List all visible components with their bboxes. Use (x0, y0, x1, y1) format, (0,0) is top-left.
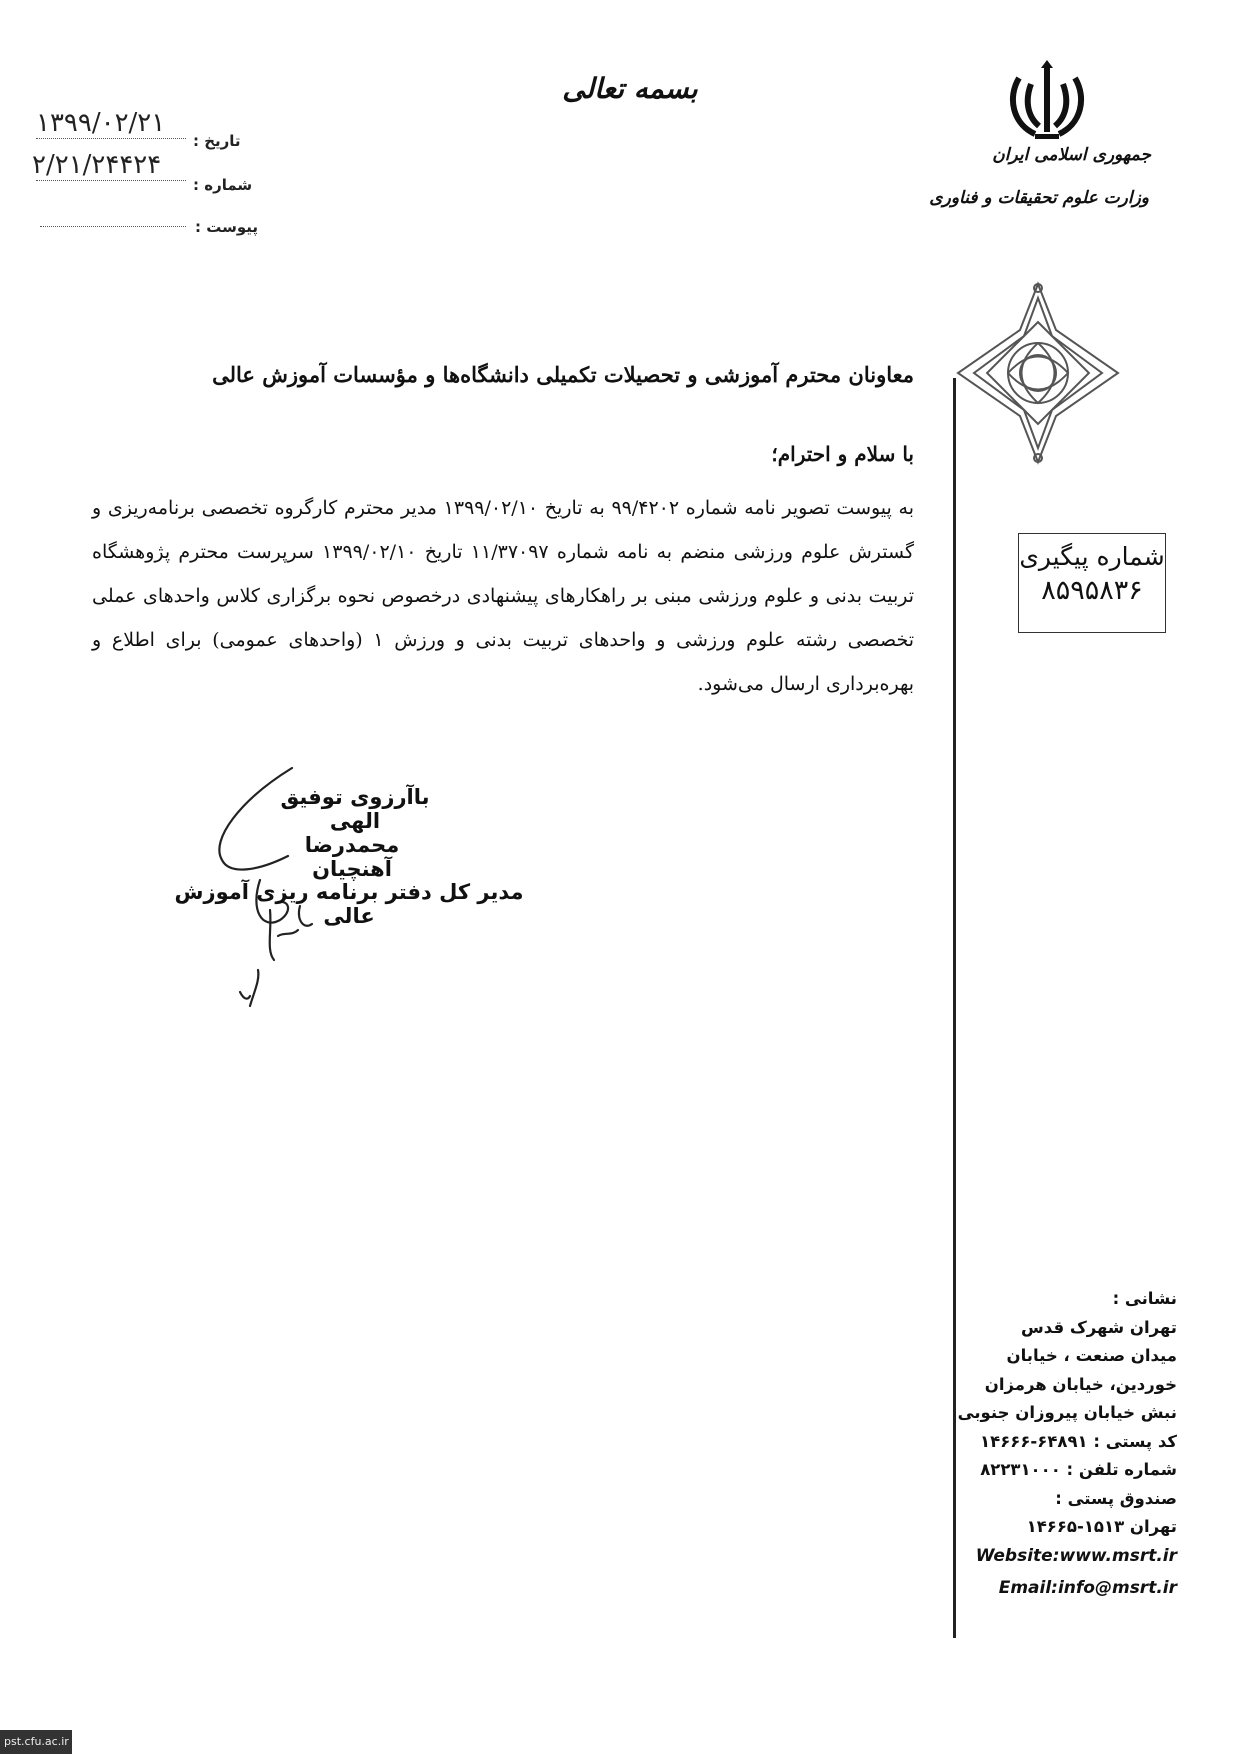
closing-line: باآرزوی توفیق الهی (280, 785, 430, 833)
postal-code: کد پستی : ۶۴۸۹۱-۱۴۶۶۶ (980, 1431, 1177, 1451)
tracking-label: شماره پیگیری (1019, 542, 1165, 571)
email-link[interactable]: Email:info@msrt.ir (998, 1578, 1177, 1598)
po-box-value: تهران ۱۵۱۳-۱۴۶۶۵ (1026, 1517, 1177, 1536)
attachment-line (40, 226, 186, 227)
greeting-line: با سلام و احترام؛ (771, 442, 914, 466)
source-stamp: pst.cfu.ac.ir (0, 1730, 72, 1754)
date-value: ۱۳۹۹/۰۲/۲۱ (36, 108, 166, 138)
po-box-label: صندوق پستی : (1055, 1488, 1177, 1508)
tracking-value: ۸۵۹۵۸۳۶ (1041, 575, 1143, 606)
attachment-label: پیوست : (195, 218, 259, 236)
tracking-number-box (1018, 533, 1166, 633)
recipient-line: معاونان محترم آموزشی و تحصیلات تکمیلی دانشگاه‌ها و مؤسسات آموزش عالی (212, 362, 914, 387)
ministry-name: وزارت علوم تحقیقات و فناوری (929, 188, 1149, 208)
signer-title: مدیر کل دفتر برنامه ریزی آموزش عالی (174, 880, 524, 928)
iran-emblem-icon (1005, 58, 1089, 142)
website-link[interactable]: Website:www.msrt.ir (975, 1545, 1177, 1566)
address-line: خوردین، خیابان هرمزان (984, 1374, 1177, 1394)
date-line (36, 138, 186, 139)
ornament-icon (952, 280, 1124, 466)
address-line: نبش خیابان پیروزان جنوبی (957, 1403, 1177, 1422)
address-line: تهران شهرک قدس (1021, 1317, 1177, 1337)
letter-body: به پیوست تصویر نامه شماره ۹۹/۴۲۰۲ به تاریخ ۱۳۹۹/۰۲/۱۰ مدیر محترم کارگروه تخصصی برنامه‌ریزی و گسترش علوم ورزشی منضم به نامه شماره ۱۱/۳۷۰۹۷ تاریخ ۱۳۹۹/۰۲/۱۰ سرپرست محترم پژوهشگاه تربیت بدنی و علوم ورزشی مبنی بر راهکارهای پیشنهادی درخصوص نحوه برگزاری کلاس واحدهای عملی تخصصی رشته علوم ورزشی و واحدهای تربیت بدنی و ورزش ۱ (واحدهای عمومی) برای اطلاع و بهره‌برداری ارسال می‌شود. (92, 497, 914, 695)
address-line: میدان صنعت ، خیابان (1006, 1346, 1177, 1365)
number-line (36, 180, 186, 181)
phone-number: شماره تلفن : ۸۲۲۳۱۰۰۰ (980, 1460, 1177, 1479)
number-label: شماره : (193, 176, 253, 194)
number-value: ۲/۲۱/۲۴۴۲۴ (32, 150, 162, 180)
signer-name: محمدرضا آهنچیان (304, 833, 400, 881)
address-block (917, 1285, 1177, 1603)
country-name: جمهوری اسلامی ایران (992, 145, 1151, 165)
bismillah-heading: بسمه تعالی (562, 72, 698, 105)
address-heading: نشانی : (1112, 1289, 1177, 1308)
date-label: تاریخ : (193, 132, 241, 150)
